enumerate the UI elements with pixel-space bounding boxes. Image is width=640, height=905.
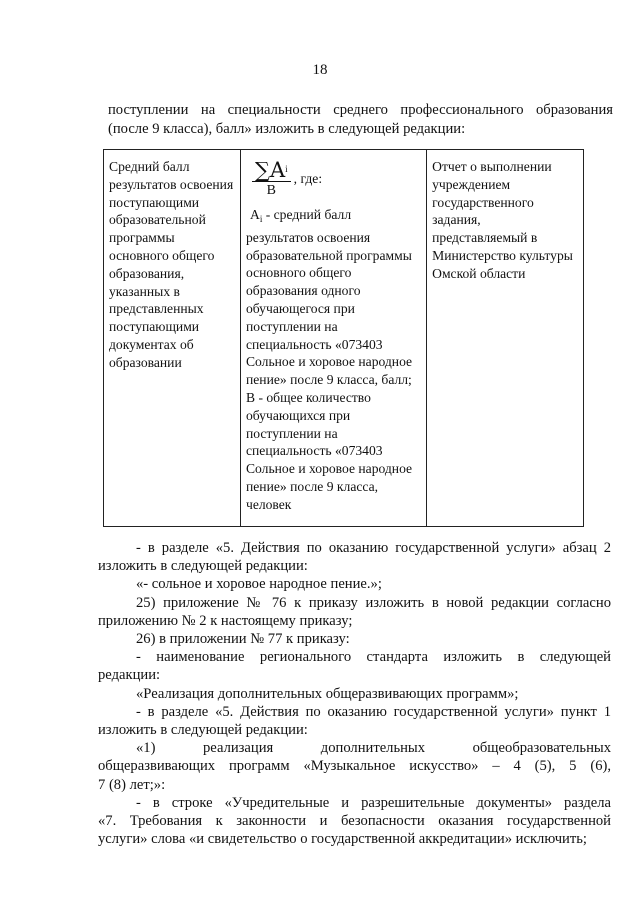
sum-symbol: ∑A — [254, 157, 286, 182]
table-row — [104, 150, 584, 527]
paragraph-line: 7 (8) лет;»: — [98, 776, 166, 793]
paragraph-line: - в разделе «5. Действия по оказанию государственной услуги» пункт 1 — [136, 703, 611, 720]
formula-fraction — [252, 157, 291, 199]
indicator-cell: Средний балл результатов освоения поступающими образовательной программы основного общего образования, указанных в представленных поступающими документах об образовании — [104, 150, 241, 527]
paragraph-line: - наименование регионального стандарта изложить в следующей — [136, 649, 611, 666]
b-definition: B - общее количество обучающихся при поступлении на специальность «073403 Сольное и хоровое народное пение» после 9 класса, человек — [245, 389, 413, 512]
paragraph-line: общеразвивающих программ «Музыкальное искусство» – 4 (5), 5 (6), — [98, 758, 611, 775]
paragraph-line: изложить в следующей редакции: — [98, 722, 308, 739]
intro-paragraph — [108, 101, 613, 139]
paragraph-line: услуги» слова «и свидетельство о государственной аккредитации» исключить; — [98, 831, 587, 848]
ai-text: - средний балл результатов освоения образовательной программы основного общего образования одного обучающегося при поступлении на специальность «073403 Сольное и хоровое народное пение» после 9 класса, балл; — [245, 207, 413, 388]
paragraph-line: - в разделе «5. Действия по оказанию государственной услуги» абзац 2 — [136, 540, 611, 556]
paragraph-line: 25) приложение № 76 к приказу изложить в новой редакции согласно — [136, 594, 611, 611]
formula-numerator — [252, 157, 291, 182]
paragraph-line: «- сольное и хоровое народное пение.»; — [136, 576, 382, 593]
paragraph-line: 26) в приложении № 77 к приказу: — [136, 631, 350, 648]
numerator-subscript: i — [285, 163, 288, 174]
paragraph-line: - в строке «Учредительные и разрешительные документы» раздела — [136, 794, 611, 811]
body-text — [98, 539, 611, 848]
intro-line: (после 9 класса), балл» изложить в следующей редакции: — [108, 121, 466, 137]
source-cell: Отчет о выполнении учреждением государственного задания, представляемый в Министерство культуры Омской области — [427, 150, 584, 527]
paragraph-line: «Реализация дополнительных общеразвивающих программ»; — [136, 685, 519, 702]
paragraph-line: «7. Требования к законности и безопасности оказания государственной — [98, 813, 611, 830]
ai-symbol: A — [249, 207, 260, 222]
intro-line: поступлении на специальности среднего профессионального образования — [108, 102, 613, 118]
formula-denominator: B — [266, 182, 276, 198]
formula — [246, 158, 421, 200]
paragraph-line: приложению № 2 к настоящему приказу; — [98, 612, 353, 629]
page-number: 18 — [312, 62, 328, 78]
paragraph-line: «1) реализация дополнительных общеобразовательных — [136, 740, 611, 757]
formula-table — [103, 149, 584, 527]
ai-subscript: i — [259, 214, 263, 224]
ai-definition — [246, 206, 421, 389]
paragraph-line: редакции: — [98, 667, 161, 684]
paragraph-line: изложить в следующей редакции: — [98, 558, 308, 575]
formula-cell — [240, 150, 426, 527]
formula-suffix: , где: — [293, 171, 323, 187]
